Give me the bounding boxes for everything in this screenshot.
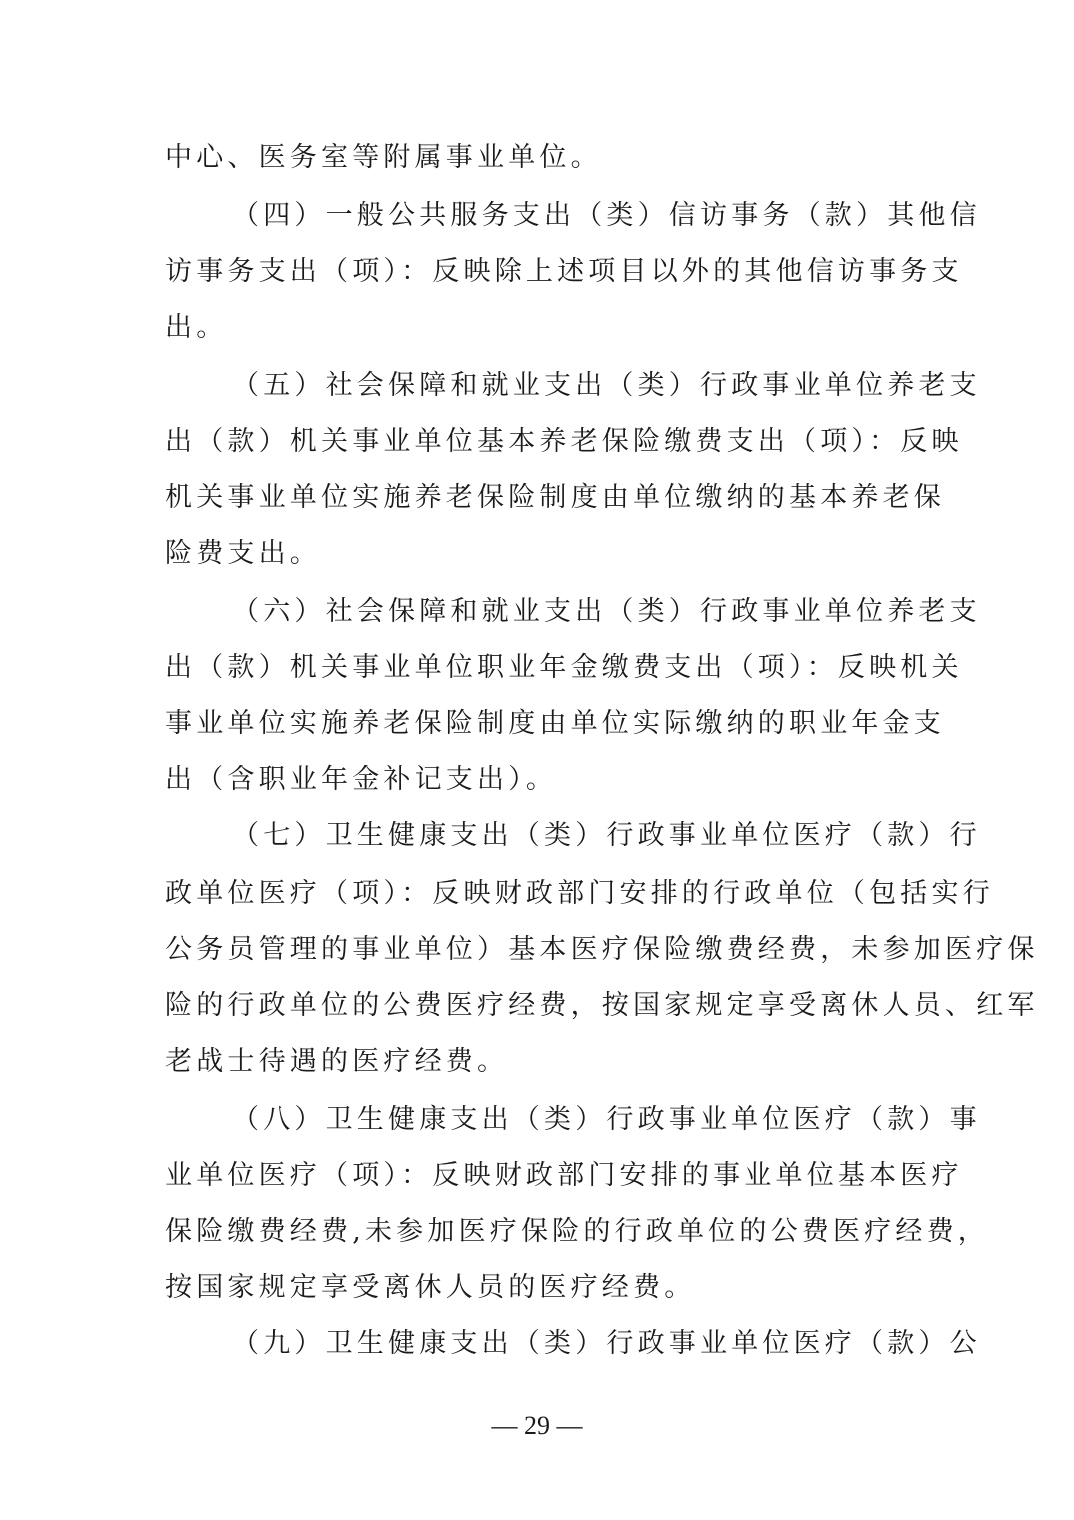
text-line: （九）卫生健康支出（类）行政事业单位医疗（款）公 xyxy=(232,1328,981,1359)
text-line: 险的行政单位的公费医疗经费，按国家规定享受离休人员、红军 xyxy=(165,990,1039,1021)
text-line: （四）一般公共服务支出（类）信访事务（款）其他信 xyxy=(232,200,981,231)
text-line: 出（款）机关事业单位职业年金缴费支出（项）：反映机关 xyxy=(165,652,963,683)
text-line: 老战士待遇的医疗经费。 xyxy=(165,1046,509,1077)
page-number: — 29 — xyxy=(491,1411,583,1440)
text-line: （七）卫生健康支出（类）行政事业单位医疗（款）行 xyxy=(232,820,981,851)
text-line: 保险缴费经费,未参加医疗保险的行政单位的公费医疗经费， xyxy=(165,1216,989,1247)
text-line: 出。 xyxy=(165,312,228,343)
text-line: 事业单位实施养老保险制度由单位实际缴纳的职业年金支 xyxy=(165,708,945,739)
text-line: （六）社会保障和就业支出（类）行政事业单位养老支 xyxy=(232,596,981,627)
text-line: 业单位医疗（项）：反映财政部门安排的事业单位基本医疗 xyxy=(165,1160,963,1191)
text-line: 机关事业单位实施养老保险制度由单位缴纳的基本养老保 xyxy=(165,482,945,513)
text-line: 出（款）机关事业单位基本养老保险缴费支出（项）：反映 xyxy=(165,426,963,457)
text-line: （八）卫生健康支出（类）行政事业单位医疗（款）事 xyxy=(232,1104,981,1135)
text-line: 政单位医疗（项）：反映财政部门安排的行政单位（包括实行 xyxy=(165,878,994,909)
text-line: 出（含职业年金补记支出）。 xyxy=(165,764,558,795)
text-line: 按国家规定享受离休人员的医疗经费。 xyxy=(165,1272,696,1303)
text-line: 中心、医务室等附属事业单位。 xyxy=(165,142,602,173)
text-line: 公务员管理的事业单位）基本医疗保险缴费经费，未参加医疗保 xyxy=(165,934,1039,965)
text-line: （五）社会保障和就业支出（类）行政事业单位养老支 xyxy=(232,370,981,401)
text-line: 访事务支出（项）：反映除上述项目以外的其他信访事务支 xyxy=(165,256,963,287)
text-line: 险费支出。 xyxy=(165,538,321,569)
